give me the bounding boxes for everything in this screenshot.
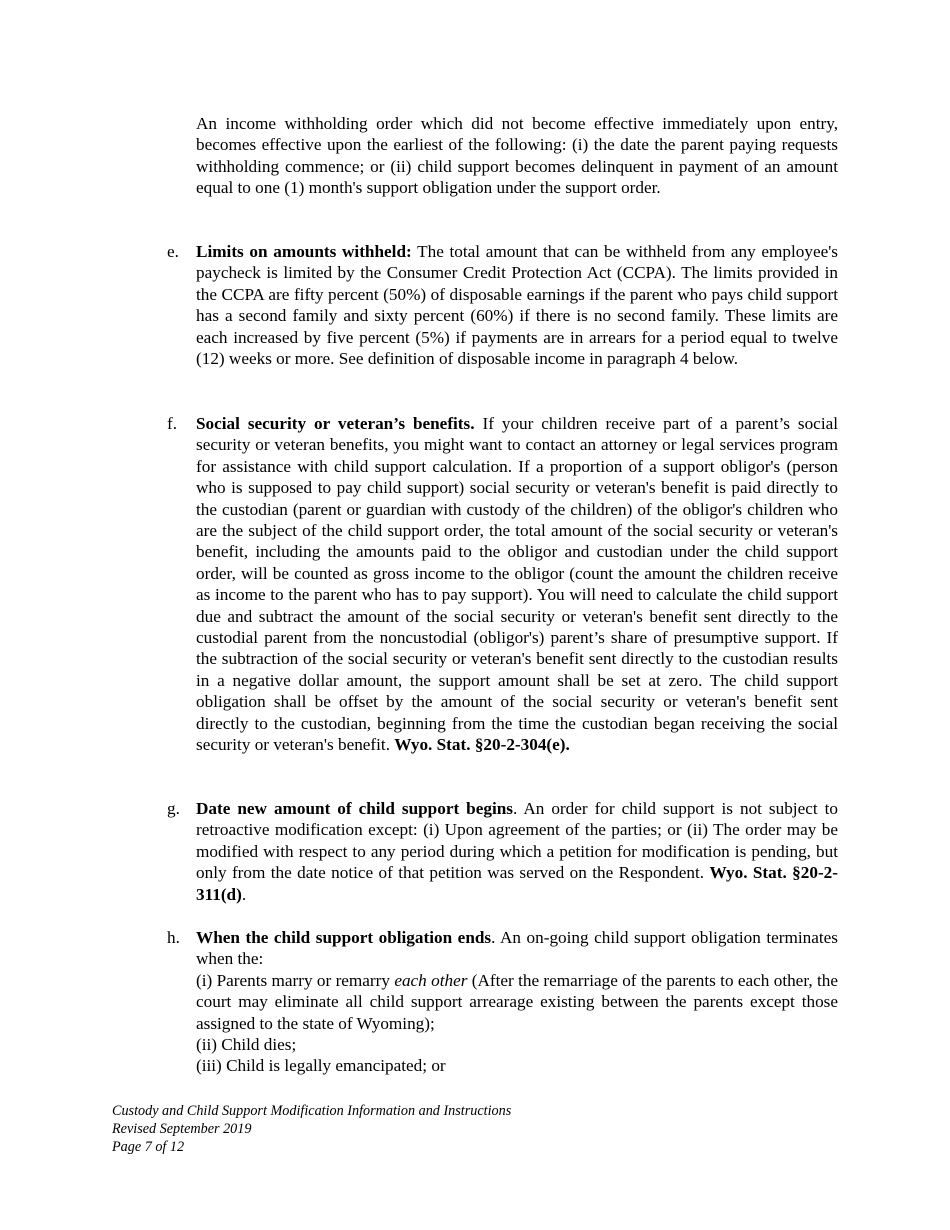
item-h-subitem-3: (iii) Child is legally emancipated; or xyxy=(196,1056,446,1076)
footer-title: Custody and Child Support Modification Information and Instructions xyxy=(112,1103,512,1119)
item-e-heading: Limits on amounts withheld: xyxy=(196,242,412,261)
item-h-letter: h. xyxy=(167,928,180,947)
item-f-letter: f. xyxy=(167,414,178,433)
intro-text: An income withholding order which did not become effective immediately upon entry, becomes effective upon the earliest of the following: (i) the date the parent paying requests withholding commence; or (ii) child support becomes delinquent in payment of an amount equal to one (1) month's support obligation under the support order. xyxy=(196,114,838,198)
item-h-body: . An on-going child support obligation terminates when the: xyxy=(196,928,838,969)
item-g-paragraph xyxy=(196,798,838,905)
item-f-citation: Wyo. Stat. §20-2-304(e). xyxy=(394,735,570,755)
item-h-intro xyxy=(196,927,838,970)
page-footer xyxy=(112,1102,511,1156)
item-g-heading: Date new amount of child support begins xyxy=(196,799,513,818)
item-e-body: The total amount that can be withheld from any employee's paycheck is limited by the Consumer Credit Protection Act (CCPA). The limits provided in the CCPA are fifty percent (50%) of disposable earnings if the parent who pays child support has a second family and sixty percent (60%) if there is no second family. These limits are each increased by five percent (5%) if payments are in arrears for a period equal to twelve (12) weeks or more. See definition of disposable income in paragraph 4 below. xyxy=(196,242,838,369)
intro-paragraph xyxy=(196,113,838,199)
item-g-tail: . xyxy=(241,884,247,904)
item-f-paragraph xyxy=(196,413,838,756)
item-h-subitem-1-pre: (i) Parents marry or remarry xyxy=(196,970,395,990)
item-h-subitem-2: (ii) Child dies; xyxy=(196,1035,297,1055)
item-h-subitem-1 xyxy=(196,970,838,1034)
item-h-heading: When the child support obligation ends xyxy=(196,928,492,947)
item-e-letter: e. xyxy=(167,242,179,261)
item-g-letter: g. xyxy=(167,799,180,818)
item-g-citation: Wyo. Stat. §20-2-311(d) xyxy=(196,863,838,904)
item-f-body: If your children receive part of a parent’s social security or veteran benefits, you might want to contact an attorney or legal services program for assistance with child support calculation. If a proportion of a support obligor's (person who is supposed to pay child support) social security or veteran's benefit is paid directly to the custodian (parent or guardian with custody of the children) of the obligor's children who are the subject of the child support order, the total amount of the social security or veteran's benefit, including the amounts paid to the obligor and custodian under the child support order, will be counted as gross income to the obligor (count the amount the children receive as income to the parent who has to pay support). You will need to calculate the child support due and subtract the amount of the social security or veteran's benefit sent directly to the custodial parent from the noncustodial (obligor's) parent’s share of presumptive support. If the subtraction of the social security or veteran's benefit sent directly to the custodian results in a negative dollar amount, the support amount shall be set at zero. The child support obligation shall be offset by the amount of the social security or veteran's benefit sent directly to the custodian, beginning from the time the custodian began receiving the social security or veteran's benefit. xyxy=(196,414,838,755)
item-f-heading: Social security or veteran’s benefits. xyxy=(196,414,475,433)
item-h-paragraph xyxy=(196,927,838,1077)
item-h-subitem-1-emphasis: each other xyxy=(394,970,468,990)
footer-page-number: Page 7 of 12 xyxy=(112,1139,185,1155)
item-g-body: . An order for child support is not subject to retroactive modification except: (i) Upon agreement of the parties; or (ii) The order may be modified with respect to any period during which a petition for modification is pending, but only from the date notice of that petition was served on the Respondent. xyxy=(196,799,838,883)
item-h-subitem-1-post: (After the remarriage of the parents to each other, the court may eliminate all child support arrearage existing between the parents except those assigned to the state of Wyoming); xyxy=(196,970,838,1033)
item-e-paragraph xyxy=(196,241,838,369)
footer-revision: Revised September 2019 xyxy=(112,1121,252,1137)
